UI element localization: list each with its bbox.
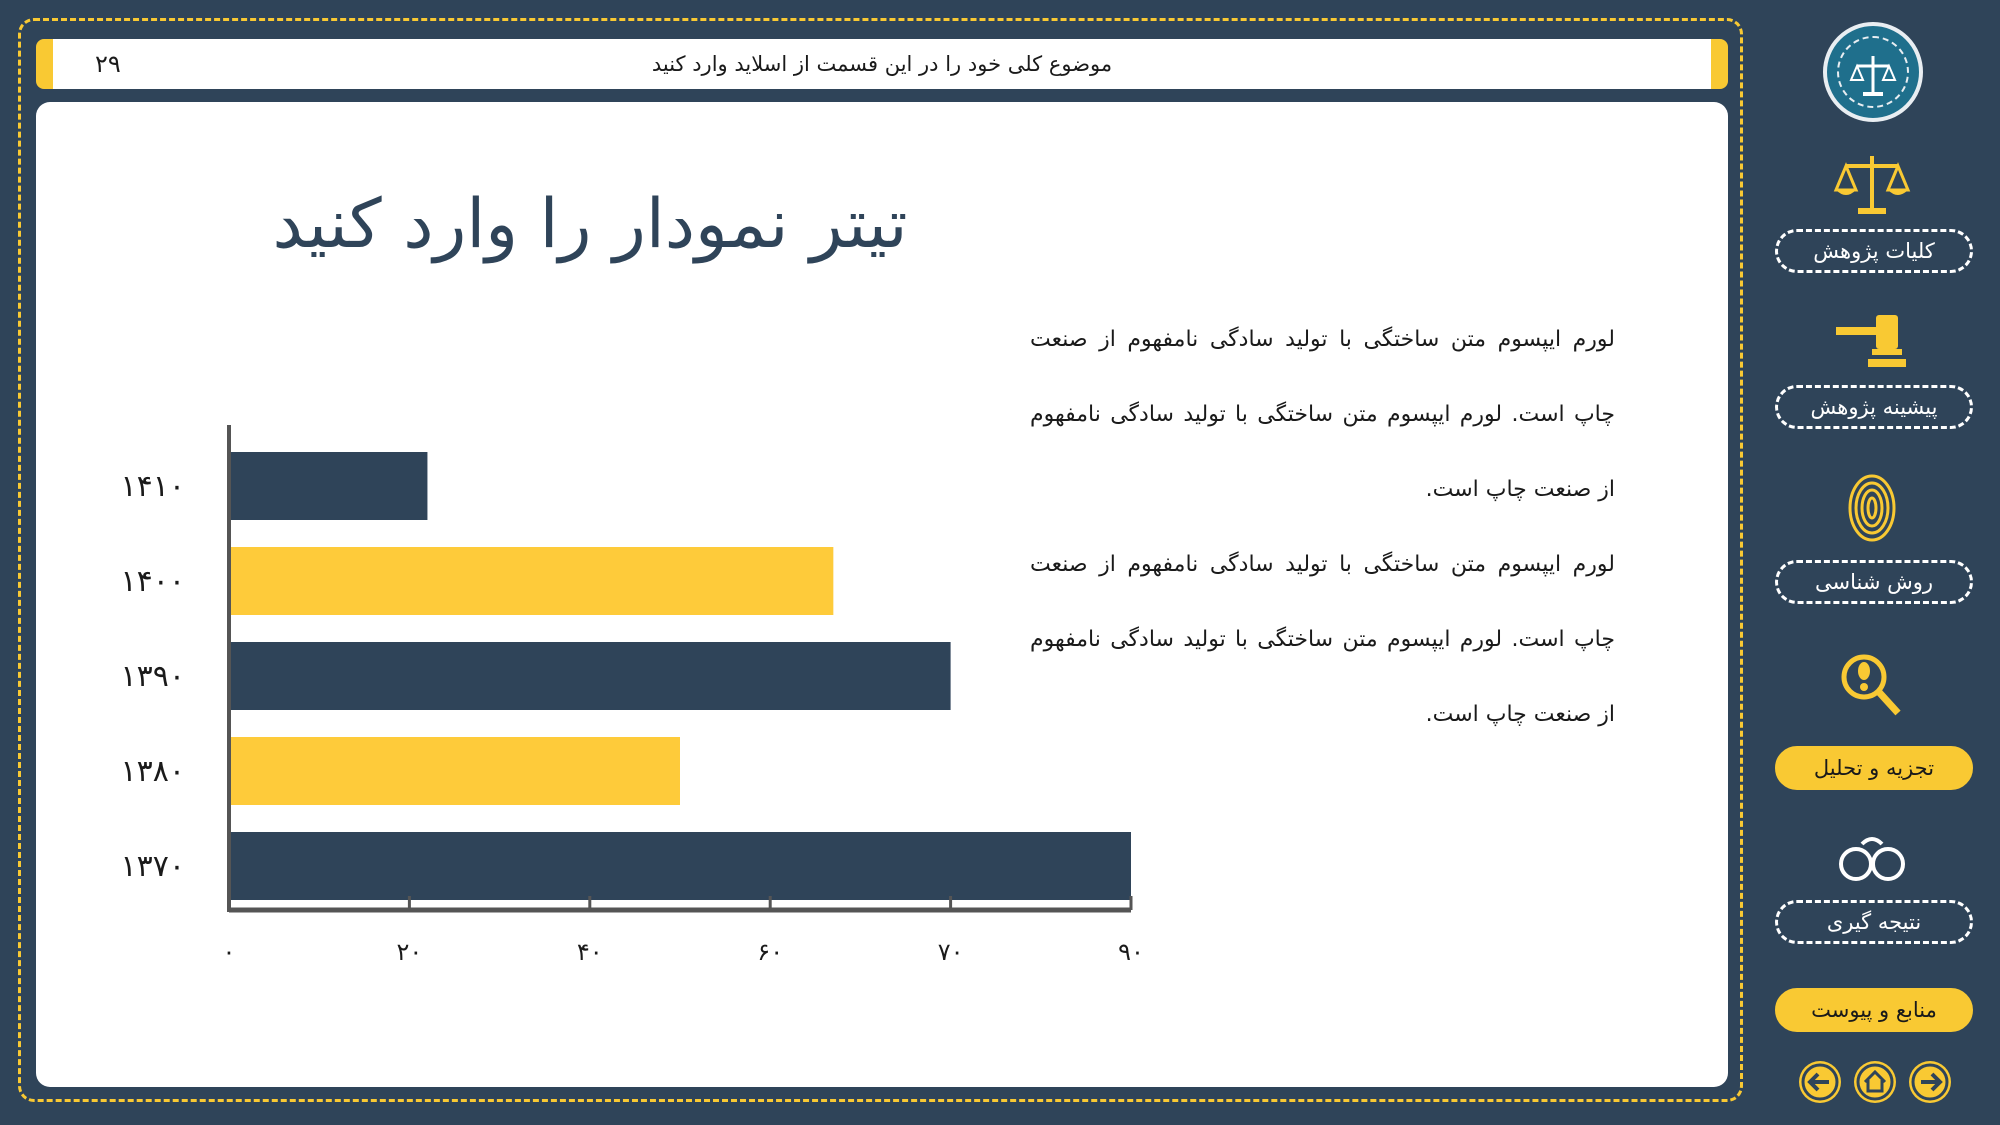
bar-1 [231,547,833,615]
magnifier-icon [1832,643,1912,723]
bar-3 [231,737,680,805]
gavel-icon [1832,305,1912,385]
nav-methodology[interactable]: روش شناسی [1775,560,1973,604]
handcuffs-icon [1832,818,1912,898]
home-button[interactable] [1854,1061,1896,1103]
logo-emblem-icon [1827,26,1919,118]
x-tick-label: ۴۰ [576,938,603,966]
header-title: موضوع کلی خود را در این قسمت از اسلاید وارد کنید [651,52,1113,76]
x-tick-label: ۷۰ [937,938,964,966]
nav-analysis[interactable]: تجزیه و تحلیل [1775,746,1973,790]
nav-conclusion[interactable]: نتیجه گیری [1775,900,1973,944]
y-tick-label: ۱۴۰۰ [120,564,185,599]
home-icon [1854,1061,1896,1103]
page-number: ۲۹ [95,50,121,78]
x-tick-label: ۰ [222,938,236,966]
arrow-left-icon [1799,1061,1841,1103]
y-tick-label: ۱۴۱۰ [120,469,185,504]
arrow-right-icon [1909,1061,1951,1103]
x-tick-label: ۲۰ [396,938,423,966]
bar-0 [231,452,427,520]
nav-research-overview[interactable]: کلیات پژوهش [1775,229,1973,273]
bar-4 [231,832,1131,900]
next-button[interactable] [1909,1061,1951,1103]
paragraph-1: لورم ایپسوم متن ساختگی با تولید سادگی نامفهوم از صنعت چاپ است. لورم ایپسوم متن ساختگی با تولید سادگی نامفهوم از صنعت چاپ است. [1030,327,1615,502]
bar-2 [231,642,951,710]
y-tick-label: ۱۳۸۰ [120,754,185,789]
y-tick-label: ۱۳۹۰ [120,659,185,694]
header-inner [53,39,1711,89]
nav-research-background[interactable]: پیشینه پژوهش [1775,385,1973,429]
university-logo[interactable] [1823,22,1923,122]
fingerprint-icon [1832,468,1912,548]
scales-icon [1832,148,1912,228]
nav-references[interactable]: منابع و پیوست [1775,988,1973,1032]
slide-title: تیتر نمودار را وارد کنید [272,185,908,264]
header-bar [36,39,1728,89]
x-tick-label: ۶۰ [757,938,784,966]
bar-chart [100,410,1160,990]
x-tick-label: ۹۰ [1118,938,1144,966]
y-tick-label: ۱۳۷۰ [120,849,185,884]
prev-button[interactable] [1799,1061,1841,1103]
paragraph-2: لورم ایپسوم متن ساختگی با تولید سادگی نامفهوم از صنعت چاپ است. لورم ایپسوم متن ساختگی با تولید سادگی نامفهوم از صنعت چاپ است. [1030,552,1615,727]
